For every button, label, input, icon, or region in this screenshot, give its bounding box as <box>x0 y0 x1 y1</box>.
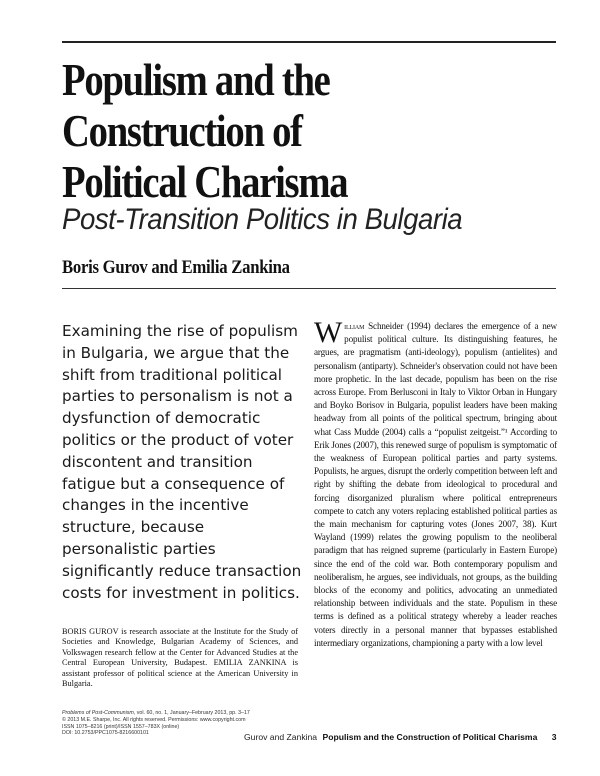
header-divider <box>62 288 556 289</box>
author-bio-text: BORIS GUROV is research associate at the Institute for the Study of Societies and Knowledge, Bulgarian Academy of Sciences, and Volkswagen research fellow at the Center for Advanced Studies at the Central European University, Budapest. EMILIA ZANKINA is assistant professor of political science at the American University in Bulgaria. <box>62 627 298 689</box>
title-line-2: Construction of <box>62 105 302 156</box>
article-authors: Boris Gurov and Emilia Zankina <box>62 257 290 278</box>
body-paragraph <box>314 316 557 650</box>
journal-issn: ISSN 1075–8216 (print)/ISSN 1557–783X (online) <box>62 723 180 730</box>
title-line-1: Populism and the <box>62 54 330 105</box>
footer-title: Populism and the Construction of Political Charisma <box>322 732 538 742</box>
article-subtitle: Post-Transition Politics in Bulgaria <box>62 203 463 236</box>
page-number: 3 <box>551 732 557 742</box>
journal-issue: , vol. 60, no. 1, January–February 2013, pp. 3–17 <box>133 710 250 716</box>
small-caps-lead: illiam <box>344 321 365 331</box>
journal-name: Problems of Post-Communism <box>62 710 134 716</box>
top-rule <box>62 41 556 43</box>
abstract <box>62 321 304 604</box>
journal-citation <box>62 710 250 717</box>
footer-authors: Gurov and Zankina <box>244 732 318 742</box>
journal-info <box>62 710 250 737</box>
body-column <box>314 316 557 650</box>
page-footer <box>244 732 556 742</box>
body-text: Schneider (1994) declares the emergence of a new populist political culture. Its distinguishing features, he argues, are pragmatism (anti-ideology), populism (antielites) and personalism (antiparty). Schneider's observation could not have been more prophetic. In the last decade, populism has been on the rise across Europe. From Berlusconi in Italy to Viktor Orban in Hungary and Boyko Borisov in Bulgaria, populist leaders have been making headway from all points of the political spectrum, bringing about what Cass Mudde (2004) calls a “populist zeitgeist.”¹ According to Erik Jones (2007), this renewed surge of populism is symptomatic of the weakness of European political parties and party systems. Populists, he argues, disrupt the orderly competition between left and right by shifting the debate from ideological to procedural and forcing disorganized pluralism where political entrepreneurs compete to catch any voters replacing established political parties as the main mechanism for capturing votes (Jones 2007, 38). Kurt Wayland (1999) relates the growing populism to the neoliberal paradigm that has reigned supreme (particularly in Eastern Europe) since the end of the cold war. Both contemporary populism and neoliberalism, he argues, see individuals, not groups, as the building blocks of the economy and politics, advocating an unmediated relationship between individuals and the state. Populism in these terms is defined as a political strategy whereby a leader reaches voters directly in a personal manner that bypasses established intermediary organizations, championing a party with a low level <box>314 321 557 648</box>
journal-doi: DOI: 10.2753/PPC1075-8216600101 <box>62 730 149 737</box>
article-title <box>62 54 482 207</box>
drop-cap: W <box>314 316 343 349</box>
journal-copyright: © 2013 M.E. Sharpe, Inc. All rights reserved. Permissions: www.copyright.com <box>62 716 246 723</box>
author-bio <box>62 627 298 689</box>
title-line-3: Political Charisma <box>62 156 348 207</box>
abstract-text: Examining the rise of populism in Bulgaria, we argue that the shift from traditional political parties to personalism is not a dysfunction of democratic politics or the product of voter discontent and transition fatigue but a consequence of changes in the incentive structure, because personalistic parties significantly reduce transaction costs for investment in politics. <box>62 322 302 602</box>
